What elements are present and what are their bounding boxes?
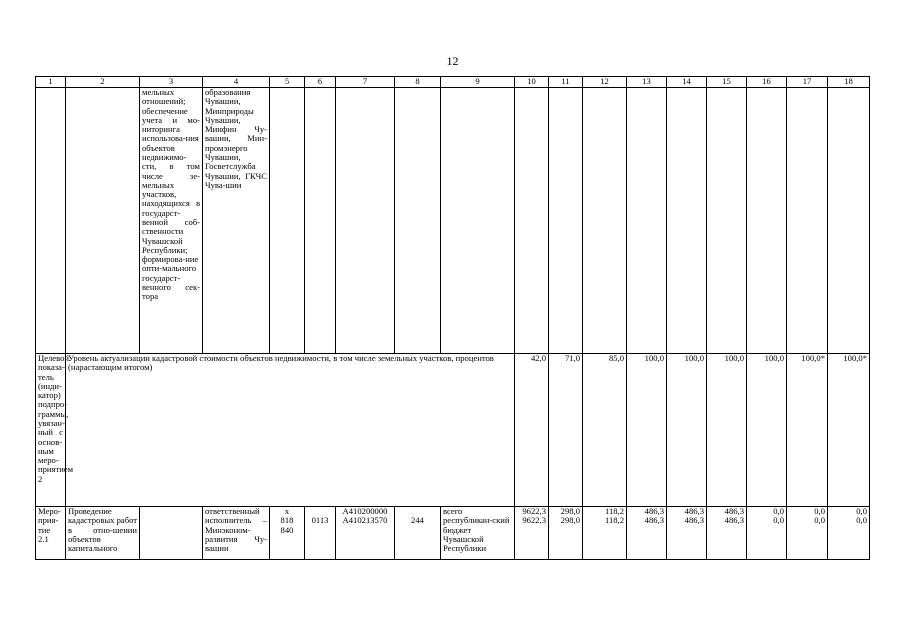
col-header: 9 <box>441 77 515 88</box>
amount-total: 0,0 <box>773 506 784 516</box>
grbs-code: 840 <box>280 524 294 535</box>
coexecutors-cell: образования Чувашии, Минприроды Чувашии, Минфин Чу-вашии, Мин-промэнерго Чувашии, Госветслужба Чувашии, ГКЧС Чува-шии <box>203 88 270 354</box>
indicator-label-cell: Целевой показа-тель (инди-катор) подпро-граммы, увязан-ный с основ-ным меро-приятием 2 <box>36 354 66 507</box>
grbs-total: х <box>284 506 290 516</box>
funding-total-label: всего <box>443 506 463 516</box>
col-header: 13 <box>627 77 667 88</box>
indicator-value: 71,0 <box>549 354 583 507</box>
measure-title-cell: Проведение кадастровых работ в отно-шении объектов капитального <box>66 507 140 560</box>
amount-total: 298,0 <box>560 506 580 516</box>
amount-total: 9622,3 <box>522 506 546 516</box>
col-header: 4 <box>203 77 270 88</box>
col-header: 11 <box>549 77 583 88</box>
funding-source-cell <box>441 507 515 560</box>
expense-type-cell <box>395 507 441 560</box>
funding-source-label: республикан-ский бюджет Чувашской Республики <box>443 515 510 554</box>
measure-col3-cell <box>140 507 203 560</box>
indicator-value: 42,0 <box>515 354 549 507</box>
responsible-executor-cell: ответственный исполнитель – Минэконом-развития Чу-вашии <box>203 507 270 560</box>
indicator-value: 100,0 <box>707 354 747 507</box>
section-code: 0113 <box>311 515 329 526</box>
col-header: 6 <box>305 77 336 88</box>
amount-budget: 9622,3 <box>522 515 546 526</box>
col-header: 15 <box>707 77 747 88</box>
amount-total: 486,3 <box>644 506 664 516</box>
indicator-value: 100,0 <box>627 354 667 507</box>
col-header: 1 <box>36 77 66 88</box>
amount-total: 0,0 <box>856 506 867 516</box>
section-cell <box>305 507 336 560</box>
col-header: 5 <box>270 77 305 88</box>
measure-label-cell: Меро-прия-тие 2.1 <box>36 507 66 560</box>
indicator-value: 100,0* <box>787 354 828 507</box>
goal-description-cell: мельных отношений; обеспечение учета и мо-ниторинга использова-ния объектов недвижимо-сти, в том числе зе-мельных участков, находящихся в государст-венной соб-ственности Чувашской Республики; формирова-ние опти-мального государст-венного сек-тора <box>140 88 203 354</box>
amount-total: 486,3 <box>724 506 744 516</box>
grbs-code: 818 <box>280 515 294 526</box>
col-header: 10 <box>515 77 549 88</box>
program-table <box>35 76 870 560</box>
amount-budget: 486,3 <box>644 515 664 526</box>
grbs-cell <box>270 507 305 560</box>
target-article-code: А410213570 <box>342 515 388 526</box>
amount-budget: 486,3 <box>724 515 744 526</box>
col-header: 17 <box>787 77 828 88</box>
col-header: 12 <box>583 77 627 88</box>
amount-budget: 486,3 <box>684 515 704 526</box>
target-article-total: А410200000 <box>342 506 388 516</box>
amount-budget: 118,2 <box>604 515 624 526</box>
col-header: 18 <box>828 77 870 88</box>
col-header: 2 <box>66 77 140 88</box>
amount-total: 486,3 <box>684 506 704 516</box>
target-article-cell <box>336 507 395 560</box>
indicator-value: 100,0 <box>667 354 707 507</box>
amount-budget: 0,0 <box>773 515 784 526</box>
col-header: 8 <box>395 77 441 88</box>
amount-total: 118,2 <box>604 506 624 516</box>
indicator-value: 100,0 <box>747 354 787 507</box>
amount-total: 0,0 <box>814 506 825 516</box>
indicator-value: 85,0 <box>583 354 627 507</box>
col-header: 3 <box>140 77 203 88</box>
amount-budget: 0,0 <box>856 515 867 526</box>
col-header: 7 <box>336 77 395 88</box>
amount-budget: 298,0 <box>560 515 580 526</box>
measure-row <box>36 507 870 560</box>
amount-budget: 0,0 <box>814 515 825 526</box>
expense-type-code: 244 <box>411 515 424 526</box>
col-header: 16 <box>747 77 787 88</box>
indicator-row <box>36 354 870 507</box>
column-number-row <box>36 77 870 88</box>
continuation-row <box>36 88 870 354</box>
page-number: 12 <box>446 54 459 68</box>
indicator-value: 100,0* <box>828 354 870 507</box>
indicator-description-cell: Уровень актуализации кадастровой стоимости объектов недвижимости, в том числе земельных участков, процентов (нарастающим итогом) <box>66 354 515 507</box>
col-header: 14 <box>667 77 707 88</box>
